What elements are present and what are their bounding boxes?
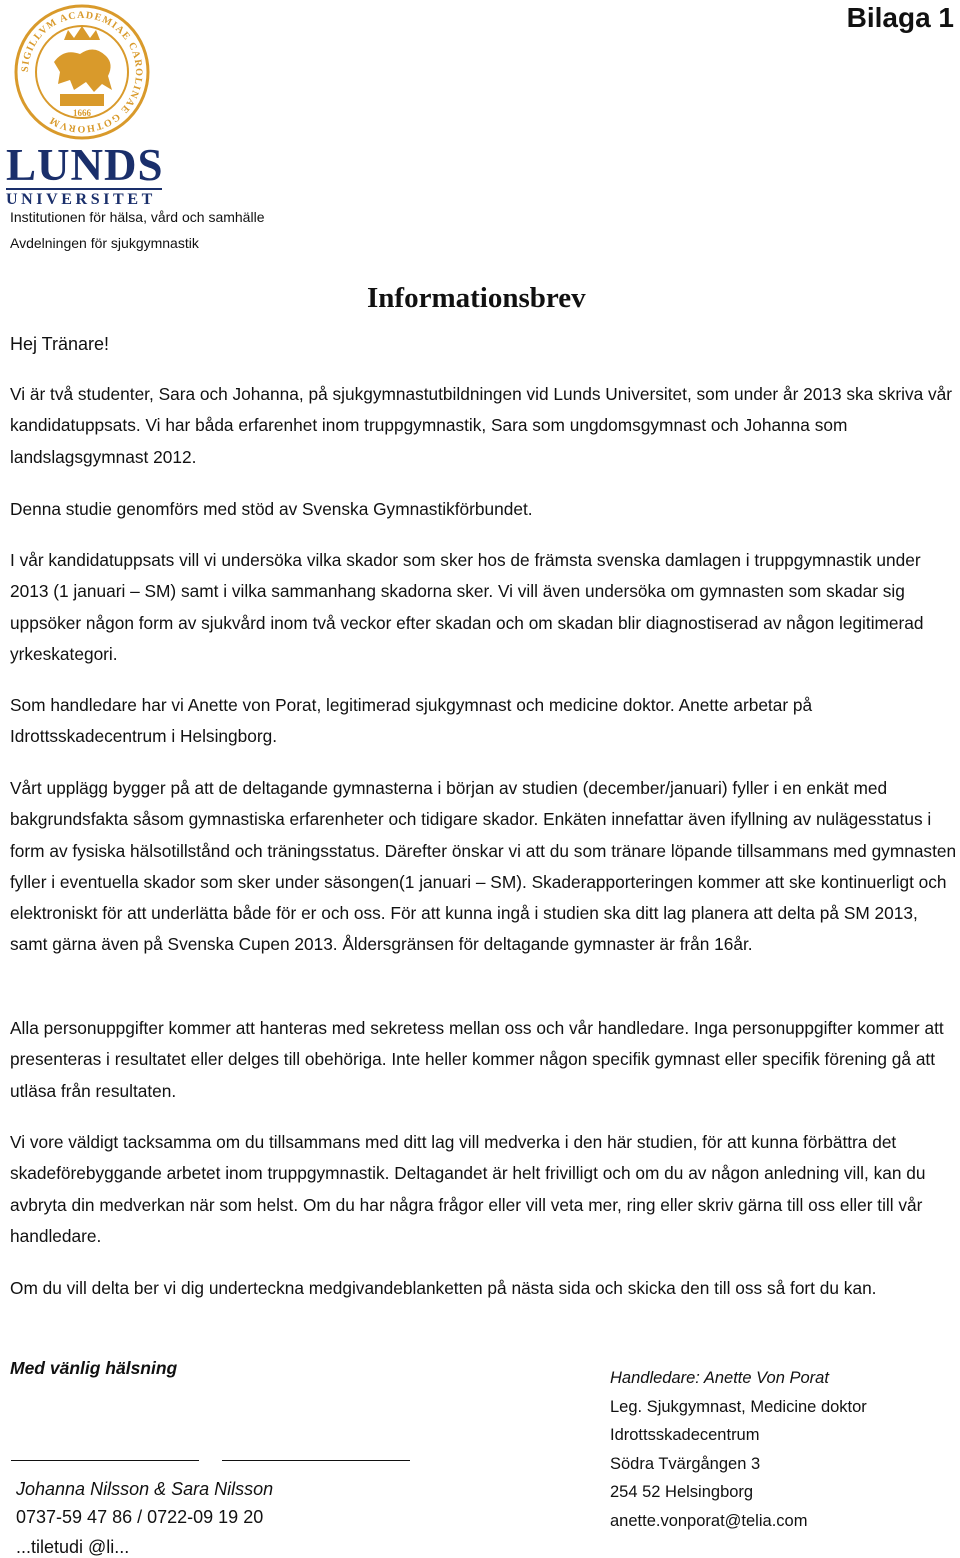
- attachment-label: Bilaga 1: [846, 2, 954, 33]
- paragraph-consent: Om du vill delta ber vi dig underteckna medgivandeblanketten på nästa sida och skicka den till oss så fort du kan.: [10, 1278, 877, 1298]
- paragraph-participation: Vi vore väldigt tacksamma om du tillsammans med ditt lag vill medverka i den här studien, för att kunna förbättra det skadeförebyggande arbetet inom truppgymnastik. Deltagandet är helt frivilligt och om du av någon anledning vill, kan du avbryta din medverkan när som helst. Om du har några frågor eller vill veta mer, ring eller skriv gärna till oss eller till vår handledare.: [10, 1132, 926, 1246]
- logo-subwordmark: UNIVERSITET: [6, 188, 162, 209]
- paragraph-intro: Vi är två studenter, Sara och Johanna, på sjukgymnastutbildningen vid Lunds Universitet, som under år 2013 ska skriva vår kandidatuppsats. Vi har båda erfarenhet inom truppgymnastik, Sara som ungdomsgymnast och Johanna som landslagsgymnast 2012.: [10, 384, 953, 467]
- supervisor-street: Södra Tvärgången 3: [610, 1454, 761, 1473]
- signature-line-sara: [222, 1460, 410, 1461]
- signer-phones: 0737-59 47 86 / 0722-09 19 20: [16, 1507, 264, 1527]
- svg-text:SIGILLVM ACADEMIAE CAROLINAE G: SIGILLVM ACADEMIAE CAROLINAE GOTHORVM: [19, 9, 145, 135]
- paragraph-aim: I vår kandidatuppsats vill vi undersöka vilka skador som sker hos de främsta svenska damlagen i truppgymnastik under 2013 (1 januari – SM) samt i vilka sammanhang skadorna sker. Vi vill även undersöka om gymnasten som skadar sig uppsöker någon form av sjukvård inom två veckor efter skadan och om skadan blir diagnostiserad av någon legitimerad yrkeskategori.: [10, 550, 924, 664]
- university-logo: [4, 4, 164, 209]
- paragraph-support: Denna studie genomförs med stöd av Svenska Gymnastikförbundet.: [10, 499, 533, 519]
- supervisor-role: Leg. Sjukgymnast, Medicine doktor: [610, 1397, 867, 1416]
- svg-text:1666: 1666: [73, 108, 91, 118]
- institution-name: Institutionen för hälsa, vård och samhälle: [10, 209, 265, 225]
- supervisor-email[interactable]: anette.vonporat@telia.com: [610, 1511, 808, 1530]
- greeting: Hej Tränare!: [10, 334, 110, 354]
- signature-line-johanna: [11, 1460, 199, 1461]
- supervisor-title: Handledare: Anette Von Porat: [610, 1369, 829, 1387]
- supervisor-city: 254 52 Helsingborg: [610, 1483, 754, 1502]
- signer-email-cut-off: ...tiletudi @li...: [16, 1537, 130, 1557]
- logo-wordmark: LUNDS: [6, 140, 164, 190]
- university-seal-icon: [14, 4, 150, 140]
- paragraph-method: Vårt upplägg bygger på att de deltagande gymnasterna i början av studien (december/januari) fyller i en enkät med bakgrundsfakta såsom gymnastiska erfarenheter och tidigare skador. Enkäten innefattar även ifyllning av nulägesstatus i form av fysiska hälsotillstånd och träningsstatus. Därefter önskar vi att du som tränare löpande tillsammans med gymnasten fyller i eventuella skador som sker under säsongen(1 januari – SM). Skaderapporteringen kommer att ske kontinuerligt och elektroniskt för att underlätta både för er och oss. För att kunna ingå i studien ska ditt lag planera att delta på SM 2013, samt gärna även på Svenska Cupen 2013. Åldersgränsen för deltagande gymnaster är från 16år.: [10, 778, 957, 955]
- closing-phrase: Med vänlig hälsning: [10, 1358, 178, 1378]
- division-name: Avdelningen för sjukgymnastik: [10, 235, 199, 251]
- letter-title: Informationsbrev: [367, 282, 586, 314]
- supervisor-organization: Idrottsskadecentrum: [610, 1426, 760, 1445]
- paragraph-supervisor: Som handledare har vi Anette von Porat, legitimerad sjukgymnast och medicine doktor. Anette arbetar på Idrottsskadecentrum i Helsingborg.: [10, 695, 813, 747]
- paragraph-privacy: Alla personuppgifter kommer att hanteras med sekretess mellan oss och vår handledare. Inga personuppgifter kommer att presenteras i resultatet eller delges till obehöriga. Inte heller kommer någon specifik gymnast eller specifik förening gå att utläsa från resultaten.: [10, 1018, 944, 1101]
- supervisor-contact: [610, 1364, 955, 1536]
- signer-names: Johanna Nilsson & Sara Nilsson: [16, 1479, 274, 1499]
